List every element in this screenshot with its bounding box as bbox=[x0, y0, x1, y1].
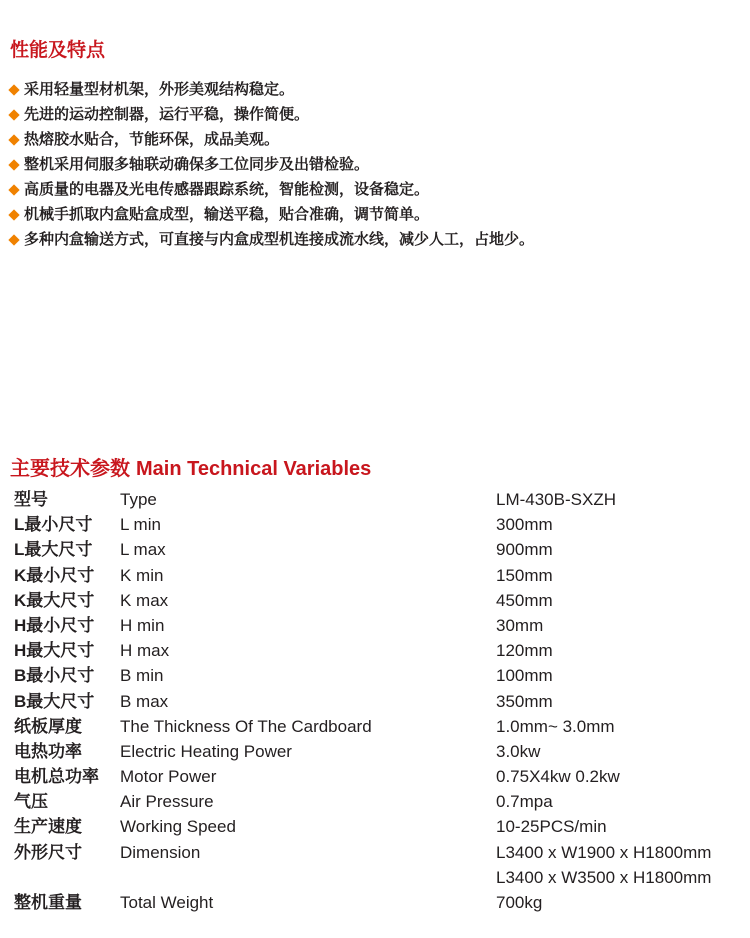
spec-name-cn: 整机重量 bbox=[14, 893, 82, 913]
spec-value: L3400 x W1900 x H1800mm bbox=[496, 842, 712, 862]
spec-row-air-pressure bbox=[0, 789, 750, 814]
spec-name-en: H min bbox=[120, 615, 165, 635]
spec-value: 150mm bbox=[496, 565, 553, 585]
spec-name-cn: 气压 bbox=[14, 792, 48, 812]
spec-name-en: The Thickness Of The Cardboard bbox=[120, 716, 372, 736]
spec-name-cn: 电热功率 bbox=[14, 741, 82, 761]
spec-row-h-max bbox=[0, 638, 750, 663]
spec-name-cn: L最大尺寸 bbox=[14, 540, 93, 560]
spec-name-en: K max bbox=[120, 590, 169, 610]
spec-name-en: K min bbox=[120, 565, 164, 585]
spec-name-en: Working Speed bbox=[120, 817, 236, 837]
specs-heading-en: Main Technical Variables bbox=[136, 458, 372, 480]
spec-name-en: L max bbox=[120, 540, 166, 560]
spec-row-working-speed bbox=[0, 814, 750, 839]
spec-value: 10-25PCS/min bbox=[496, 817, 607, 837]
spec-value-alt: L3400 x W3500 x H1800mm bbox=[496, 867, 712, 887]
spec-name-cn: K最大尺寸 bbox=[14, 590, 95, 610]
spec-name-cn: 型号 bbox=[14, 490, 48, 509]
spec-value: 30mm bbox=[496, 615, 544, 635]
feature-item bbox=[8, 102, 534, 127]
spec-name-cn: H最小尺寸 bbox=[14, 615, 95, 635]
feature-item bbox=[8, 152, 534, 177]
spec-value: 1.0mm~ 3.0mm bbox=[496, 716, 615, 736]
spec-row-l-max bbox=[0, 537, 750, 562]
feature-item bbox=[8, 177, 534, 202]
feature-text: 整机采用伺服多轴联动确保多工位同步及出错检验。 bbox=[24, 155, 370, 173]
spec-name-en: Air Pressure bbox=[120, 792, 214, 812]
feature-item bbox=[8, 127, 534, 152]
spec-name-cn: 纸板厚度 bbox=[14, 716, 82, 736]
spec-row-l-min bbox=[0, 512, 750, 537]
spec-value: 3.0kw bbox=[496, 741, 541, 761]
features-heading: 性能及特点 bbox=[10, 39, 106, 61]
spec-row-h-min bbox=[0, 613, 750, 638]
spec-name-en: B min bbox=[120, 666, 164, 686]
specs-heading-cn: 主要技术参数 bbox=[10, 456, 130, 480]
spec-name-cn: K最小尺寸 bbox=[14, 565, 95, 585]
spec-row-motor-power bbox=[0, 764, 750, 789]
spec-value: 100mm bbox=[496, 666, 553, 686]
feature-item bbox=[8, 202, 534, 227]
diamond-bullet-icon bbox=[8, 109, 19, 120]
feature-text: 先进的运动控制器，运行平稳，操作简便。 bbox=[24, 105, 310, 123]
spec-row-k-max bbox=[0, 588, 750, 613]
diamond-bullet-icon bbox=[8, 134, 19, 145]
spec-value: 0.75X4kw 0.2kw bbox=[496, 767, 620, 787]
spec-row-total-weight bbox=[0, 890, 750, 915]
feature-item bbox=[8, 77, 534, 102]
spec-value: 120mm bbox=[496, 641, 553, 661]
feature-text: 高质量的电器及光电传感器跟踪系统，智能检测，设备稳定。 bbox=[24, 180, 430, 198]
spec-row-k-min bbox=[0, 563, 750, 588]
spec-name-en: Motor Power bbox=[120, 767, 217, 787]
spec-name-en: Electric Heating Power bbox=[120, 741, 292, 761]
feature-text: 热熔胶水贴合，节能环保，成品美观。 bbox=[24, 130, 280, 148]
diamond-bullet-icon bbox=[8, 184, 19, 195]
features-list bbox=[8, 77, 534, 252]
spec-row-heating-power bbox=[0, 739, 750, 764]
specs-heading bbox=[10, 452, 371, 481]
spec-name-en: B max bbox=[120, 691, 169, 711]
spec-name-en: L min bbox=[120, 515, 161, 535]
feature-text: 机械手抓取内盒贴盒成型，输送平稳，贴合准确，调节简单。 bbox=[24, 205, 430, 223]
specs-table bbox=[0, 487, 750, 915]
spec-name-cn: L最小尺寸 bbox=[14, 515, 93, 535]
spec-value: 300mm bbox=[496, 515, 553, 535]
spec-value: 900mm bbox=[496, 540, 553, 560]
diamond-bullet-icon bbox=[8, 209, 19, 220]
spec-row-dimension bbox=[0, 840, 750, 890]
spec-name-cn: H最大尺寸 bbox=[14, 641, 95, 661]
spec-value: LM-430B-SXZH bbox=[496, 490, 616, 509]
spec-row-type bbox=[0, 487, 750, 512]
spec-row-cardboard-thickness bbox=[0, 714, 750, 739]
spec-name-en: Total Weight bbox=[120, 893, 214, 913]
spec-value: 450mm bbox=[496, 590, 553, 610]
spec-name-en: Type bbox=[120, 490, 157, 509]
spec-name-cn: 生产速度 bbox=[14, 817, 82, 837]
spec-value: 350mm bbox=[496, 691, 553, 711]
diamond-bullet-icon bbox=[8, 159, 19, 170]
spec-name-cn: 外形尺寸 bbox=[14, 842, 82, 862]
diamond-bullet-icon bbox=[8, 84, 19, 95]
spec-value: 700kg bbox=[496, 893, 543, 913]
diamond-bullet-icon bbox=[8, 234, 19, 245]
spec-row-b-max bbox=[0, 689, 750, 714]
spec-name-cn: 电机总功率 bbox=[14, 767, 99, 787]
feature-item bbox=[8, 227, 534, 252]
spec-name-cn: B最小尺寸 bbox=[14, 666, 95, 686]
spec-name-en: Dimension bbox=[120, 842, 201, 862]
spec-name-cn: B最大尺寸 bbox=[14, 691, 95, 711]
feature-text: 多种内盒输送方式，可直接与内盒成型机连接成流水线，减少人工，占地少。 bbox=[24, 230, 535, 248]
spec-row-b-min bbox=[0, 663, 750, 688]
feature-text: 采用轻量型材机架，外形美观结构稳定。 bbox=[24, 80, 295, 98]
spec-name-en: H max bbox=[120, 641, 170, 661]
spec-value: 0.7mpa bbox=[496, 792, 553, 812]
